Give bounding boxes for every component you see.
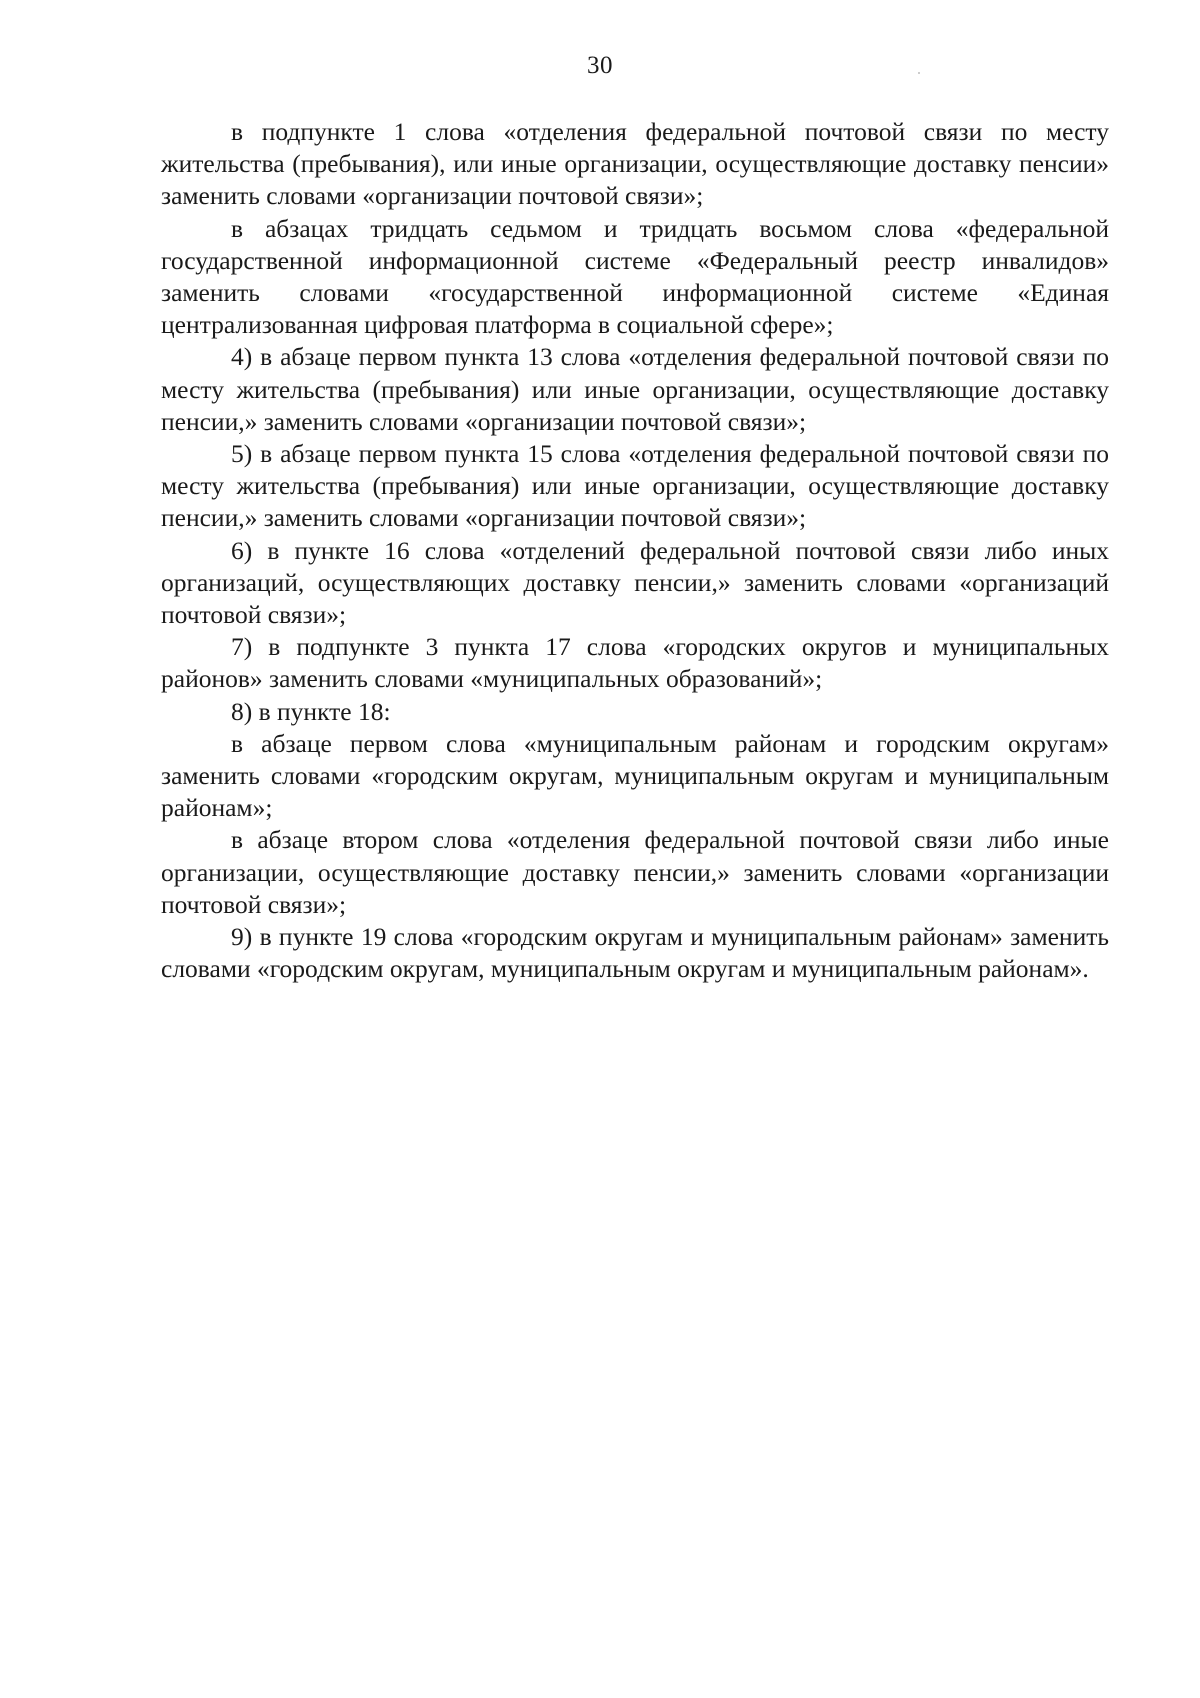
paragraph-item-8-abzac-2: в абзаце втором слова «отделения федеральной почтовой связи либо иные организации, осуществляющие доставку пенсии,» заменить словами «организации почтовой связи»;	[161, 825, 1109, 919]
page-number: 30	[587, 52, 613, 79]
paragraph-item-4: 4) в абзаце первом пункта 13 слова «отделения федеральной почтовой связи по месту жительства (пребывания) или иные организации, осуществляющие доставку пенсии,» заменить словами «организации почтовой связи»;	[161, 342, 1109, 436]
paragraph-subpoint-1: в подпункте 1 слова «отделения федеральной почтовой связи по месту жительства (пребывания), или иные организации, осуществляющие доставку пенсии» заменить словами «организации почтовой связи»;	[161, 117, 1109, 211]
paragraph-item-6: 6) в пункте 16 слова «отделений федеральной почтовой связи либо иных организаций, осуществляющих доставку пенсии,» заменить словами «организаций почтовой связи»;	[161, 535, 1109, 630]
paragraph-item-9: 9) в пункте 19 слова «городским округам и муниципальным районам» заменить словами «городским округам, муниципальным округам и муниципальным районам».	[161, 922, 1109, 984]
document-body	[161, 116, 1109, 985]
paragraph-item-8-abzac-1: в абзаце первом слова «муниципальным районам и городским округам» заменить словами «городским округам, муниципальным округам и муниципальным районам»;	[161, 728, 1109, 823]
paragraph-item-7: 7) в подпункте 3 пункта 17 слова «городских округов и муниципальных районов» заменить словами «муниципальных образований»;	[161, 632, 1109, 694]
paragraph-item-5: 5) в абзаце первом пункта 15 слова «отделения федеральной почтовой связи по месту жительства (пребывания) или иные организации, осуществляющие доставку пенсии,» заменить словами «организации почтовой связи»;	[161, 439, 1109, 533]
paragraph-paragraphs-37-38: в абзацах тридцать седьмом и тридцать восьмом слова «федеральной государственной информационной системе «Федеральный реестр инвалидов» заменить словами «государственной информационной системе «Единая централизованная цифровая платформа в социальной сфере»;	[161, 213, 1109, 340]
scan-artifact-dot	[918, 72, 920, 74]
paragraph-item-8: 8) в пункте 18:	[231, 696, 391, 726]
